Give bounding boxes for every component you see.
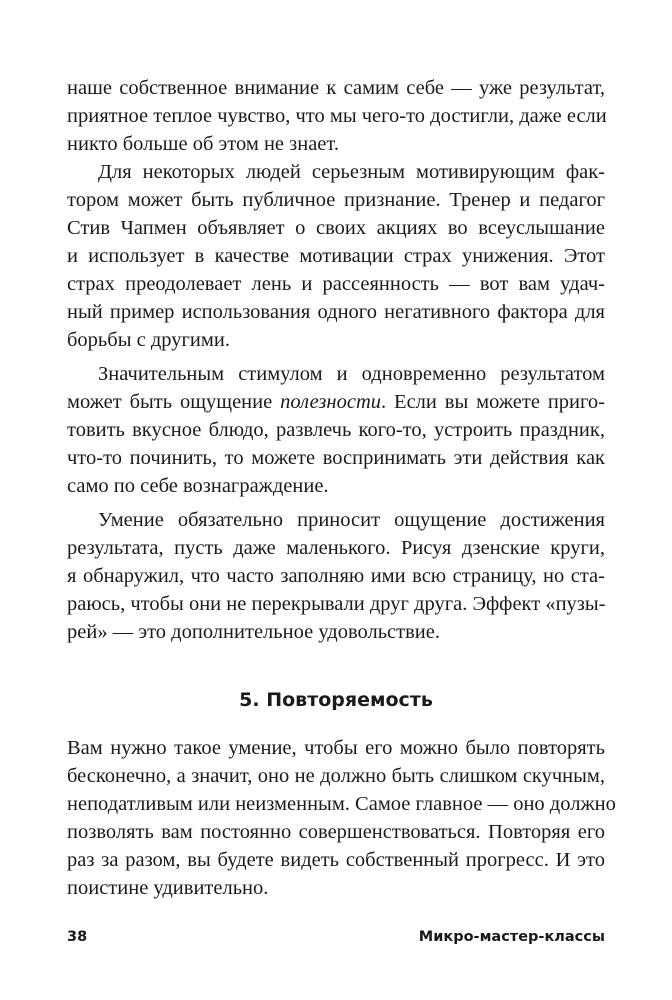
body-text-line: ный пример использования одного негативного фактора для <box>67 301 605 323</box>
body-text-line: борьбы с другими. <box>67 329 230 351</box>
body-text-line: Вам нужно такое умение, чтобы его можно было повторять <box>67 737 605 759</box>
body-text-line: тором может быть публичное признание. Тренер и педагог <box>67 189 605 211</box>
body-text-line: Стив Чапмен объявляет о своих акциях во всеуслышание <box>67 217 605 239</box>
body-text-line: бесконечно, а значит, оно не должно быть слишком скучным, <box>67 765 605 787</box>
body-text-line: я обнаружил, что часто заполняю ими всю страницу, но ста- <box>67 565 605 587</box>
body-text-line: и использует в качестве мотивации страх унижения. Этот <box>67 245 605 267</box>
body-text-line: поистине удивительно. <box>67 877 269 899</box>
body-text-line: товить вкусное блюдо, развлечь кого-то, устроить праздник, <box>67 419 605 441</box>
body-text-line: рей» — это дополнительное удовольствие. <box>67 621 440 643</box>
body-text-line: наше собственное внимание к самим себе — уже результат, <box>67 77 605 99</box>
body-text-line: страх преодолевает лень и рассеянность — вот вам удач- <box>67 273 605 295</box>
body-text-line: Для некоторых людей серьезным мотивирующим фак- <box>98 161 605 183</box>
body-text-line: Умение обязательно приносит ощущение достижения <box>98 509 605 531</box>
page-number: 38 <box>67 929 88 945</box>
body-text-line: неподатливым или неизменным. Самое главное — оно должно <box>67 793 616 815</box>
emphasis-text: полезности <box>280 391 381 413</box>
body-text-line: раюсь, чтобы они не перекрывали друг друга. Эффект «пузы- <box>67 593 606 615</box>
body-text-line <box>0 388 672 416</box>
body-text-line: само по себе вознаграждение. <box>67 475 329 497</box>
body-text-line: Значительным стимулом и одновременно результатом <box>98 363 605 385</box>
body-text-fragment: может быть ощущение <box>67 391 281 413</box>
body-text-line: позволять вам постоянно совершенствоваться. Повторяя его <box>67 821 605 843</box>
body-text-line: никто больше об этом не знает. <box>67 133 339 155</box>
running-title: Микро-мастер-классы <box>418 929 605 945</box>
body-text-line: результата, пусть даже маленького. Рисуя дзенские круги, <box>67 537 605 559</box>
body-text-line: что-то починить, то можете воспринимать эти действия как <box>67 447 605 469</box>
section-heading: 5. Повторяемость <box>239 689 433 711</box>
body-text-fragment: . Если вы можете приго- <box>381 391 606 413</box>
body-text-line: раз за разом, вы будете видеть собственный прогресс. И это <box>67 849 605 871</box>
body-text-line: приятное теплое чувство, что мы чего-то достигли, даже если <box>67 105 607 127</box>
